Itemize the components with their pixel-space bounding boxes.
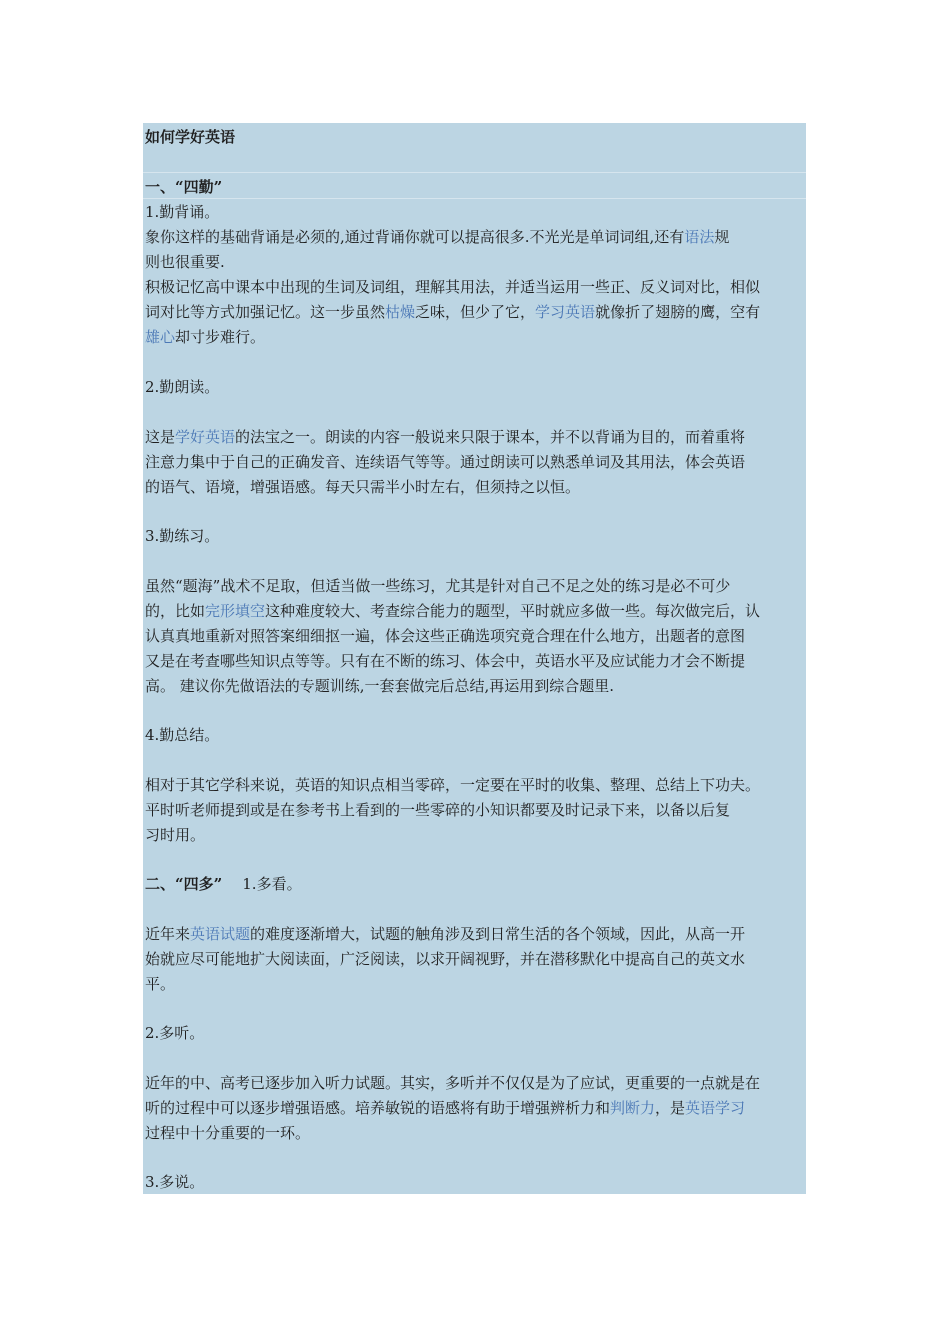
divider [143, 198, 806, 199]
item-title: 2.勤朗读。 [145, 378, 220, 396]
paragraph-line: 平时听老师提到或是在参考书上看到的一些零碎的小知识都要及时记录下来，以备以后复 [145, 801, 731, 819]
link-english-learning[interactable]: 英语学习 [685, 1099, 746, 1117]
paragraph-line: 注意力集中于自己的正确发音、连续语气等等。通过朗读可以熟悉单词及其用法，体会英语 [145, 453, 746, 471]
paragraph-line: 虽然“题海”战术不足取，但适当做一些练习，尤其是针对自己不足之处的练习是必不可少 [145, 577, 731, 595]
paragraph-line: 平。 [145, 975, 176, 993]
paragraph-line: 认真真地重新对照答案细细抠一遍，体会这些正确选项究竟合理在什么地方，出题者的意图 [145, 627, 746, 645]
paragraph-line: 高。 建议你先做语法的专题训练,一套套做完后总结,再运用到综合题里. [145, 677, 615, 695]
paragraph-line: 的，比如完形填空这种难度较大、考查综合能力的题型，平时就应多做一些。每次做完后，认 [145, 602, 761, 620]
paragraph-line: 听的过程中可以逐步增强语感。培养敏锐的语感将有助于增强辨析力和判断力，是英语学习 [145, 1099, 746, 1117]
paragraph-line: 的语气、语境，增强语感。每天只需半小时左右，但须持之以恒。 [145, 478, 581, 496]
paragraph-line: 象你这样的基础背诵是必须的,通过背诵你就可以提高很多.不光光是单词词组,还有语法规 [145, 228, 730, 246]
item-title: 4.勤总结。 [145, 726, 220, 744]
section-heading-2: 二、“四多” 1.多看。 [145, 875, 302, 893]
link-learn-english[interactable]: 学习英语 [535, 303, 596, 321]
paragraph-line: 则也很重要. [145, 253, 225, 271]
link-cloze[interactable]: 完形填空 [205, 602, 266, 620]
item-title: 1.勤背诵。 [145, 203, 220, 221]
paragraph-line: 又是在考查哪些知识点等等。只有在不断的练习、体会中，英语水平及应试能力才会不断提 [145, 652, 746, 670]
item-title: 3.多说。 [145, 1173, 205, 1191]
section-heading-1: 一、“四勤” [145, 178, 223, 196]
link-english-tests[interactable]: 英语试题 [190, 925, 251, 943]
link-boring[interactable]: 枯燥 [385, 303, 416, 321]
link-grammar[interactable]: 语法 [684, 228, 715, 246]
link-learn-english-well[interactable]: 学好英语 [175, 428, 236, 446]
paragraph-line: 过程中十分重要的一环。 [145, 1124, 311, 1142]
document-title: 如何学好英语 [145, 128, 236, 146]
paragraph-line: 积极记忆高中课本中出现的生词及词组，理解其用法，并适当运用一些正、反义词对比，相似 [145, 278, 761, 296]
paragraph-line: 相对于其它学科来说，英语的知识点相当零碎，一定要在平时的收集、整理、总结上下功夫。 [145, 776, 761, 794]
item-title: 3.勤练习。 [145, 527, 220, 545]
divider [143, 172, 806, 173]
paragraph-line: 词对比等方式加强记忆。这一步虽然枯燥乏味，但少了它，学习英语就像折了翅膀的鹰，空有 [145, 303, 761, 321]
item-title: 2.多听。 [145, 1024, 205, 1042]
paragraph-line: 这是学好英语的法宝之一。朗读的内容一般说来只限于课本，并不以背诵为目的，而着重将 [145, 428, 746, 446]
link-ambition[interactable]: 雄心 [145, 328, 176, 346]
link-judgment[interactable]: 判断力 [610, 1099, 656, 1117]
paragraph-line: 近年来英语试题的难度逐渐增大，试题的触角涉及到日常生活的各个领域，因此，从高一开 [145, 925, 746, 943]
paragraph-line: 近年的中、高考已逐步加入听力试题。其实，多听并不仅仅是为了应试，更重要的一点就是在 [145, 1074, 761, 1092]
paragraph-line: 习时用。 [145, 826, 206, 844]
paragraph-line: 雄心却寸步难行。 [145, 328, 266, 346]
paragraph-line: 始就应尽可能地扩大阅读面，广泛阅读，以求开阔视野，并在潜移默化中提高自己的英文水 [145, 950, 746, 968]
item-title: 1.多看。 [242, 875, 302, 893]
